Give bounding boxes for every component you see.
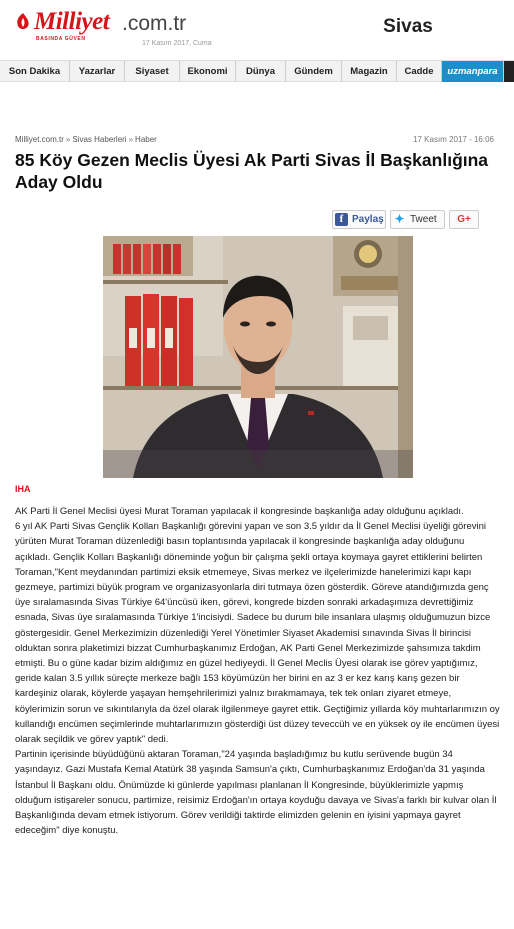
article-photo-image (103, 236, 413, 478)
breadcrumb (15, 135, 157, 144)
nav-more[interactable] (504, 61, 514, 82)
facebook-share-button[interactable] (332, 210, 386, 229)
nav-item-gundem[interactable]: Gündem (286, 61, 342, 82)
breadcrumb-home[interactable]: Milliyet.com.tr (15, 135, 64, 144)
article-title: 85 Köy Gezen Meclis Üyesi Ak Parti Sivas İl Başkanlığına Aday Oldu (15, 150, 489, 192)
nav-item-uzmanpara[interactable]: uzmanpara (442, 61, 504, 82)
logo-word: Milliyet (34, 8, 110, 35)
header-date: 17 Kasım 2017, Cuma (142, 40, 212, 47)
nav-item-cadde[interactable]: Cadde (397, 61, 442, 82)
twitter-bird-icon: ✦ (394, 212, 405, 226)
article-paragraph: Partinin içerisinde büyüdüğünü aktaran Toraman,"24 yaşında başladığımız bu kutlu serüvende bugün 34 yaşındayız. Gazi Mustafa Kemal Atatürk 38 yaşında Samsun'a çıktı, Cumhurbaşkanımız Erdoğan'da 31 yaşında İstanbul İl Başkanı oldu. Önümüzde ki günlerde yapılması planlanan İl Kongresinde, büyüklerimizle yapmış olduğum istişareler sonucu, partimize, reisimiz Erdoğan'ın ortaya koyduğu davaya ve Sivas'a farklı bir kulvar olan İl Başkanlığında devam etmek istiyorum. Görev verildiği taktirde elimizden gelenin en iyisini yapmaya gayret edeceğim" diye konuştu. (15, 749, 497, 837)
article-paragraph: AK Parti İl Genel Meclisi üyesi Murat Toraman yapılacak il kongresinde başkanlığa aday olduğunu açıkladı. (15, 506, 464, 517)
facebook-icon: f (335, 213, 348, 226)
main-nav (0, 60, 514, 82)
nav-item-son-dakika[interactable]: Son Dakika (0, 61, 70, 82)
breadcrumb-separator: » (65, 135, 71, 144)
breadcrumb-current: Haber (135, 135, 157, 144)
article-datetime: 17 Kasım 2017 - 16:06 (413, 135, 494, 144)
site-header (0, 0, 514, 58)
facebook-share-label: Paylaş (352, 214, 384, 225)
news-source: IHA (15, 484, 31, 494)
nav-item-magazin[interactable]: Magazin (342, 61, 397, 82)
article-photo[interactable] (103, 236, 413, 478)
breadcrumb-separator: » (128, 135, 134, 144)
nav-item-siyaset[interactable]: Siyaset (125, 61, 180, 82)
logo-tagline: BASINDA GÜVEN (36, 36, 86, 42)
nav-item-yazarlar[interactable]: Yazarlar (70, 61, 125, 82)
article-paragraph: 6 yıl AK Parti Sivas Gençlik Kolları Başkanlığı görevini yapan ve son 3.5 yıldır da İl Genel Meclisi üyeliği görevini yürüten Murat Toraman düzenlediği basın toplantısında yapılacak il kongresinde başkanlığa aday olduğunu açıkladı. Gençlik Kolları Başkanlığı döneminde yoğun bir çalışma şekli ortaya koymaya gayret ettiklerini belirten Toraman,"Kent meydanından partimizi eksik etmemeye, Sivas merkez ve ilçelerimizde hanelerimizi kapı kapı gezmeye, partimizi büyük program ve organizasyonlarla diri tutmaya özen gösterdik. Göreve atandığımızda genç üye sıralamasında Sivas Türkiye 64'üncüsü iken, görevi, kongrede bizden sonraki arkadaşımıza devrettiğimiz esnada, Sivas üye sıralamasında Türkiye 1'incisiydi. Sadece bu durum bile insanlara ulaşmış olduğumuzun bizce göstergesidir. Genel Merkezimizin düzenlediği Yerel Yönetimler Siyaset Akademisi sınavında Sivas İl birincisi olduktan sonra plaketimizi bizzat Cumhurbaşkanımız Erdoğan, AK Parti Genel Merkezimizde şahsımıza takdim etmişti. Bu o güne kadar bizim aldığımız en güzel hediyeydi. İl Genel Meclis Üyesi olarak ise görev yaptığımız, geride kalan 3.5 yıllık süreçte merkeze bağlı 153 köyümüzün her birini en az 3 er kez karış karış gezen bir kardeşiniz olarak, köylerde yaşayan hemşehrilerimizi yalnız bırakmamaya, tek tek onları ziyaret etmeye, köylerimizin sorun ve sıkıntılarıyla da özel olarak ilgilenmeye gayret ettik. Geçtiğimiz yıllarda köy muhtarlarımızın oy kullandığı encümen seçimlerinde muhtarlarımızın gösterdiği üst düzey teveccüh ve en yüksek oy ile encümen üyesi olarak seçildik ve görev yaptık" dedi. (15, 521, 500, 746)
nav-item-dunya[interactable]: Dünya (236, 61, 286, 82)
twitter-share-label: Tweet (410, 214, 437, 225)
logo-mark-icon (12, 11, 34, 33)
google-plus-share-button[interactable]: G+ (449, 210, 479, 229)
city-title[interactable]: Sivas (383, 16, 433, 37)
nav-item-ekonomi[interactable]: Ekonomi (180, 61, 236, 82)
twitter-share-button[interactable] (390, 210, 445, 229)
article-body (15, 504, 501, 838)
breadcrumb-sivas-haberleri[interactable]: Sivas Haberleri (72, 135, 127, 144)
logo-tld: .com.tr (122, 12, 187, 35)
